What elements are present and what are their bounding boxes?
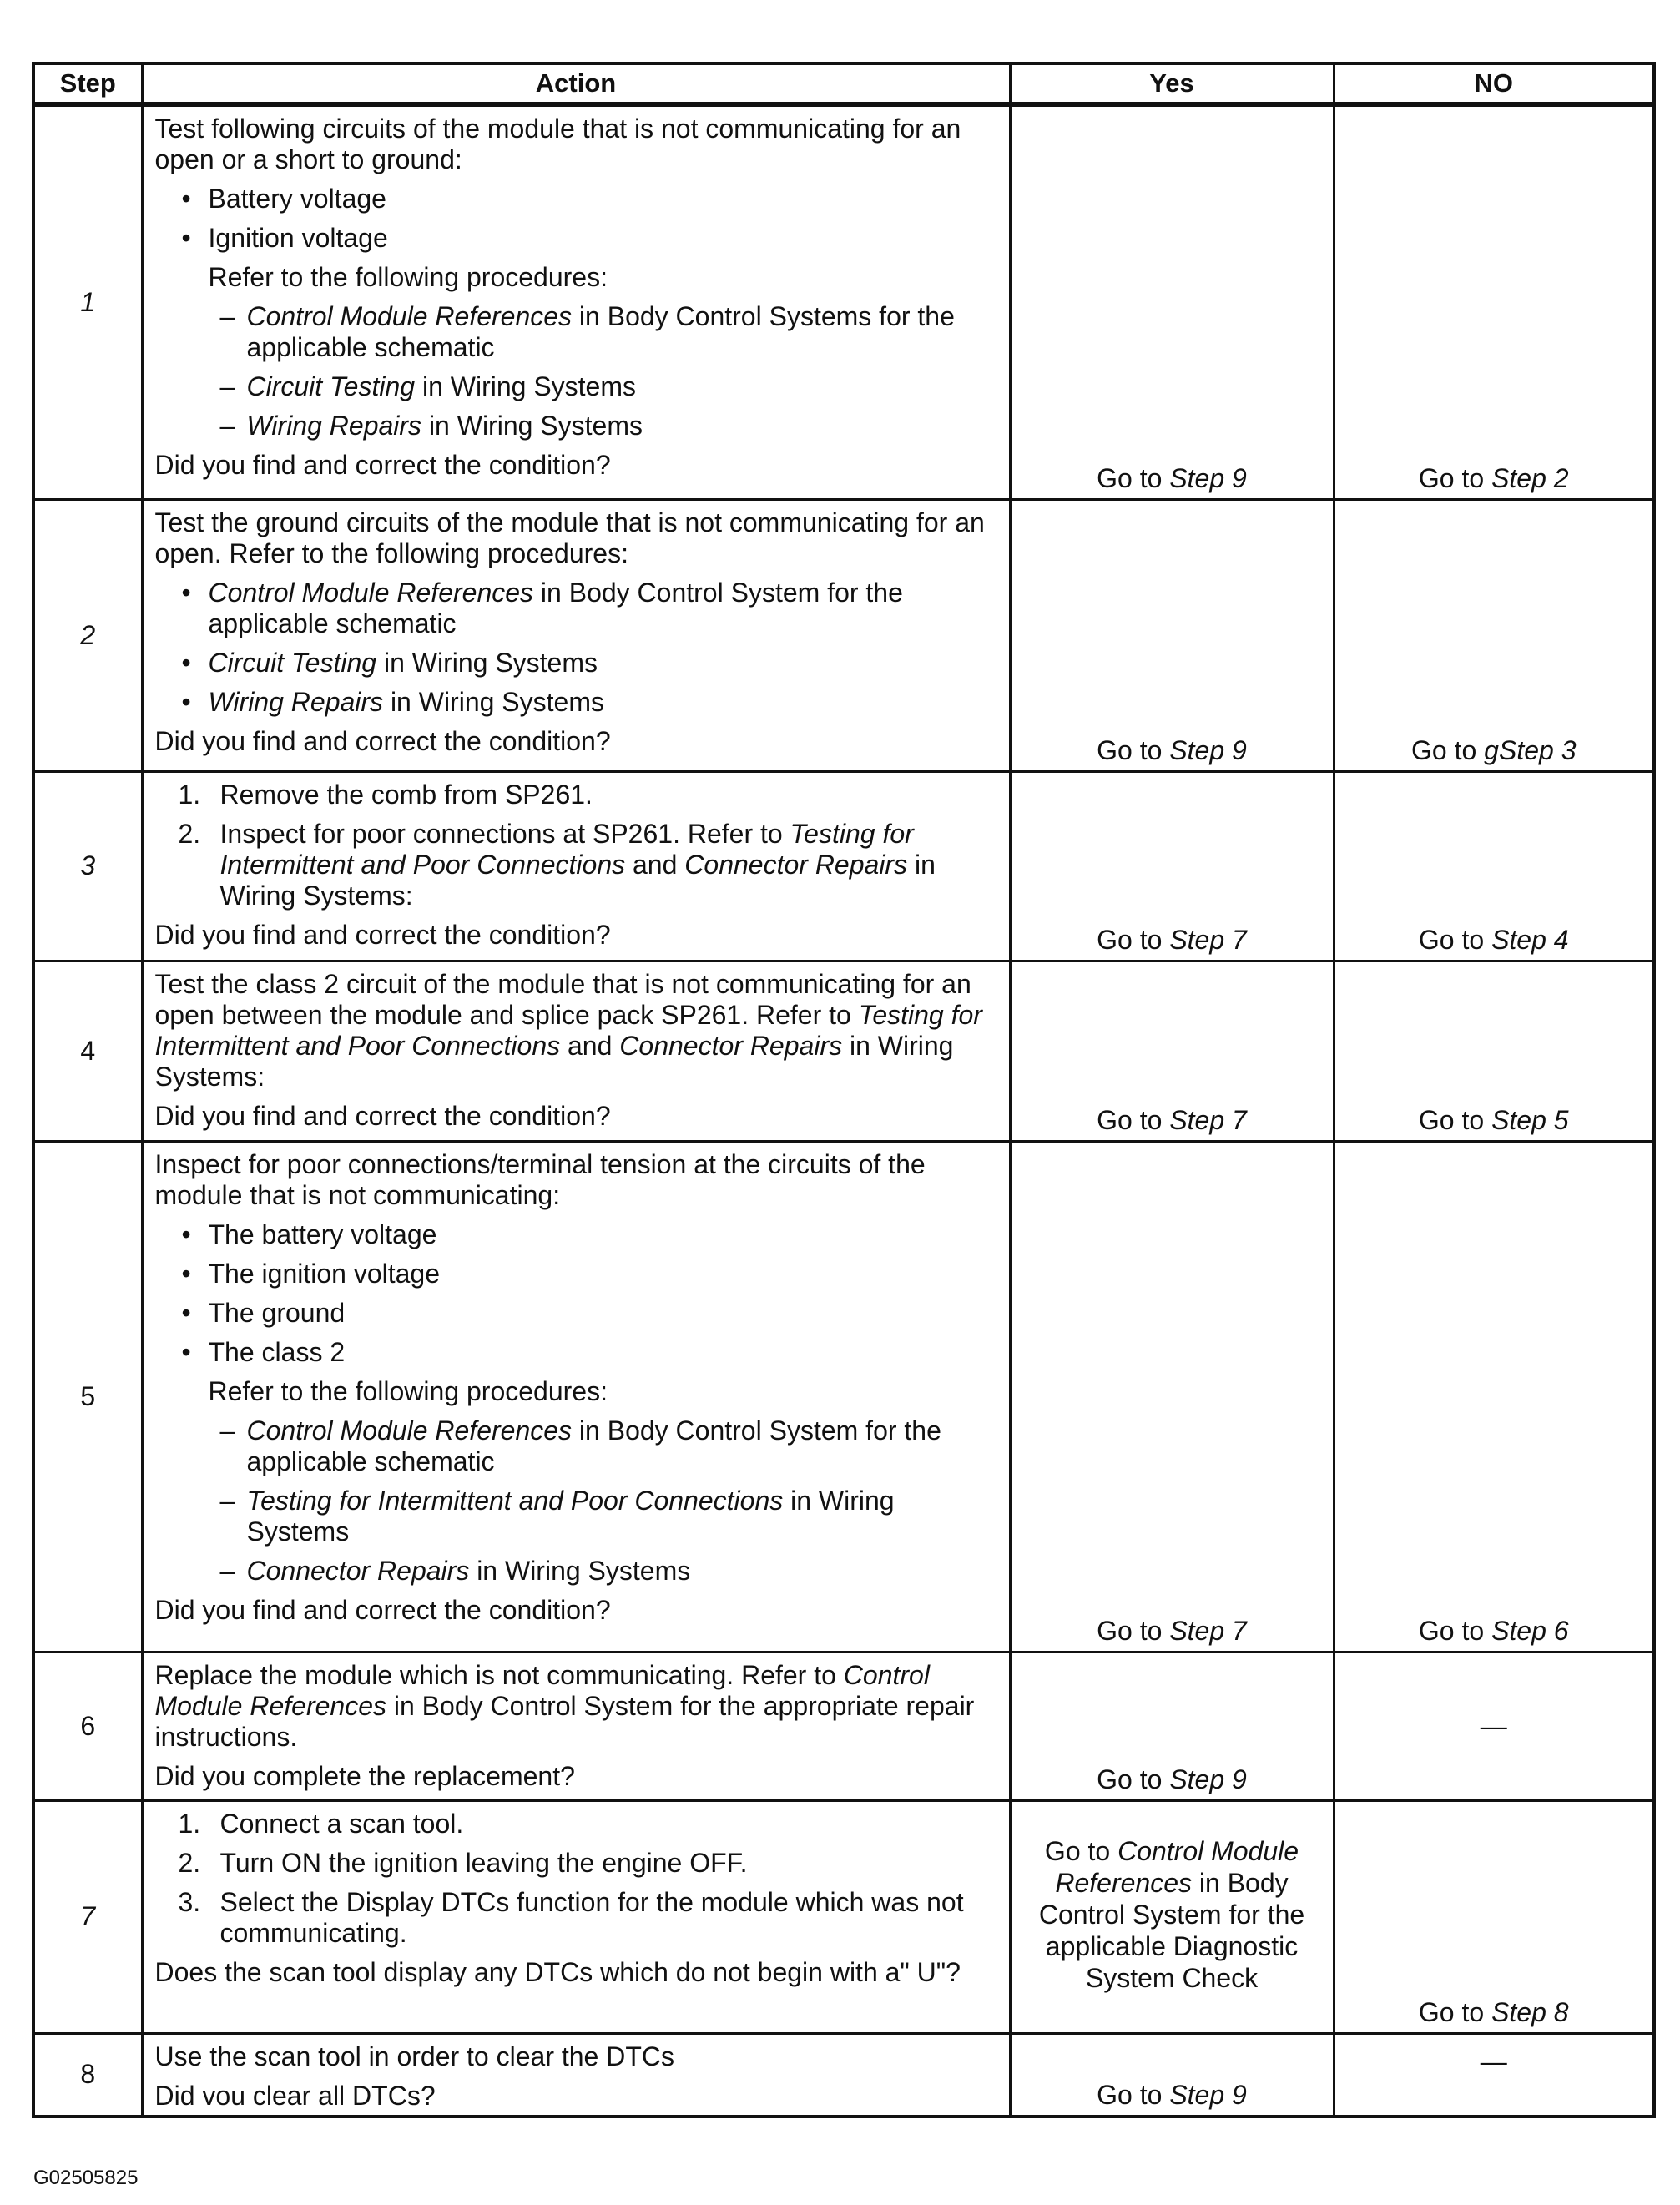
step-number: 4 [33, 961, 142, 1141]
no-cell [1334, 1652, 1654, 1800]
dash-item: – Connector Repairs in Wiring Systems [219, 1555, 691, 1586]
no-cell: Go to Step 6 [1334, 1141, 1654, 1652]
yes-cell: Go to Step 9 [1010, 1652, 1334, 1800]
header-step: Step [33, 63, 142, 104]
diagnostic-table [32, 62, 1656, 2118]
no-cell [1334, 2033, 1654, 2117]
bullet-item: • The ground [181, 1297, 346, 1328]
action-intro: Test following circuits of the module that is not communicating for an open or a short to ground: [154, 114, 961, 174]
step-number: 2 [33, 499, 142, 771]
step-number: 7 [33, 1800, 142, 2033]
no-action-dash: — [1480, 2046, 1507, 2076]
bullet-item: • Wiring Repairs in Wiring Systems [181, 686, 604, 717]
numbered-item: 2. Inspect for poor connections at SP261. Refer to Testing for Intermittent and Poor Connections and Connector Repairs in Wiring Systems: [178, 818, 936, 911]
bullet-item: • Battery voltage [181, 184, 386, 214]
question-text: Did vou clear all DTCs? [154, 2080, 436, 2111]
table-row [33, 1652, 1654, 1800]
action-cell [142, 771, 1010, 961]
action-cell [142, 104, 1010, 499]
step-number: 6 [33, 1652, 142, 1800]
step-number: 3 [33, 771, 142, 961]
action-cell [142, 1800, 1010, 2033]
action-cell [142, 2033, 1010, 2117]
yes-cell: Go to Step 7 [1010, 961, 1334, 1141]
dash-item: – Control Module References in Body Control System for the applicable schematic [219, 1415, 941, 1476]
table-row [33, 499, 1654, 771]
table-row [33, 2033, 1654, 2117]
table-row [33, 1800, 1654, 2033]
no-cell: Go to gStep 3 [1334, 499, 1654, 771]
yes-cell: Go to Step 9 [1010, 104, 1334, 499]
table-row [33, 1141, 1654, 1652]
no-cell: Go to Step 8 [1334, 1800, 1654, 2033]
table-row [33, 771, 1654, 961]
question-text: Does the scan tool display any DTCs which do not begin with a" U"? [154, 1956, 961, 1987]
header-no: NO [1334, 63, 1654, 104]
bullet-item: • Control Module References in Body Control System for the applicable schematic [181, 577, 903, 638]
bullet-item: • The ignition voltage [181, 1258, 441, 1289]
yes-cell: Go to Step 9 [1010, 2033, 1334, 2117]
yes-cell: Go to Step 9 [1010, 499, 1334, 771]
dash-item: – Wiring Repairs in Wiring Systems [219, 411, 643, 441]
action-cell [142, 1652, 1010, 1800]
yes-multiline: Go to Control Module References in Body Control System for the applicable Diagnostic System Check [1038, 1835, 1305, 1993]
action-cell [142, 1141, 1010, 1652]
action-cell [142, 499, 1010, 771]
numbered-item: 1. Connect a scan tool. [178, 1808, 464, 1839]
refer-text: Refer to the following procedures: [208, 262, 608, 292]
action-intro: Inspect for poor connections/terminal tension at the circuits of the module that is not communicating: [154, 1148, 926, 1210]
no-cell: Go to Step 2 [1334, 104, 1654, 499]
question-text: Did you find and correct the condition? [154, 1594, 611, 1625]
action-intro: Use the scan tool in order to clear the DTCs [154, 2041, 674, 2071]
yes-cell: Go to Step 7 [1010, 1141, 1334, 1652]
no-cell: Go to Step 4 [1334, 771, 1654, 961]
dash-item: – Control Module References in Body Control Systems for the applicable schematic [219, 301, 955, 362]
yes-cell [1010, 1800, 1334, 2033]
dash-item: – Circuit Testing in Wiring Systems [219, 371, 636, 401]
question-text: Did you find and correct the condition? [154, 725, 611, 756]
question-text: Did you find and correct the condition? [154, 919, 611, 950]
step-number: 5 [33, 1141, 142, 1652]
numbered-item: 2. Turn ON the ignition leaving the engine OFF. [178, 1847, 748, 1878]
question-text: Did you find and correct the condition? [154, 450, 611, 480]
no-action-dash: — [1480, 1710, 1507, 1741]
figure-id: G02505825 [33, 2167, 139, 2189]
action-intro: Test the ground circuits of the module that is not communicating for an open. Refer to the following procedures: [154, 507, 985, 568]
dash-item: – Testing for Intermittent and Poor Connections in Wiring Systems [219, 1485, 895, 1547]
question-text: Did you find and correct the condition? [154, 1100, 611, 1131]
bullet-item: • Ignition voltage [181, 223, 388, 253]
table-row [33, 104, 1654, 499]
header-row [33, 63, 1654, 104]
action-cell [142, 961, 1010, 1141]
yes-cell: Go to Step 7 [1010, 771, 1334, 961]
numbered-item: 1. Remove the comb from SP261. [178, 779, 593, 810]
header-action: Action [142, 63, 1010, 104]
bullet-item: • Circuit Testing in Wiring Systems [181, 647, 598, 678]
step-number: 1 [33, 104, 142, 499]
header-yes: Yes [1010, 63, 1334, 104]
table-row [33, 961, 1654, 1141]
question-text: Did you complete the replacement? [154, 1760, 575, 1791]
bullet-item: • The battery voltage [181, 1219, 437, 1249]
refer-text: Refer to the following procedures: [208, 1375, 608, 1406]
action-intro: Replace the module which is not communicating. Refer to Control Module References in Body Control System for the appropriate repair instructions. [154, 1659, 975, 1752]
numbered-item: 3. Select the Display DTCs function for the module which was not communicating. [178, 1886, 964, 1948]
no-cell: Go to Step 5 [1334, 961, 1654, 1141]
action-intro: Test the class 2 circuit of the module that is not communicating for an open between the module and splice pack SP261. Refer to Testing for Intermittent and Poor Connections and Connector Repairs in Wiring Systems: [154, 968, 982, 1092]
bullet-item: • The class 2 [181, 1336, 346, 1367]
step-number: 8 [33, 2033, 142, 2117]
